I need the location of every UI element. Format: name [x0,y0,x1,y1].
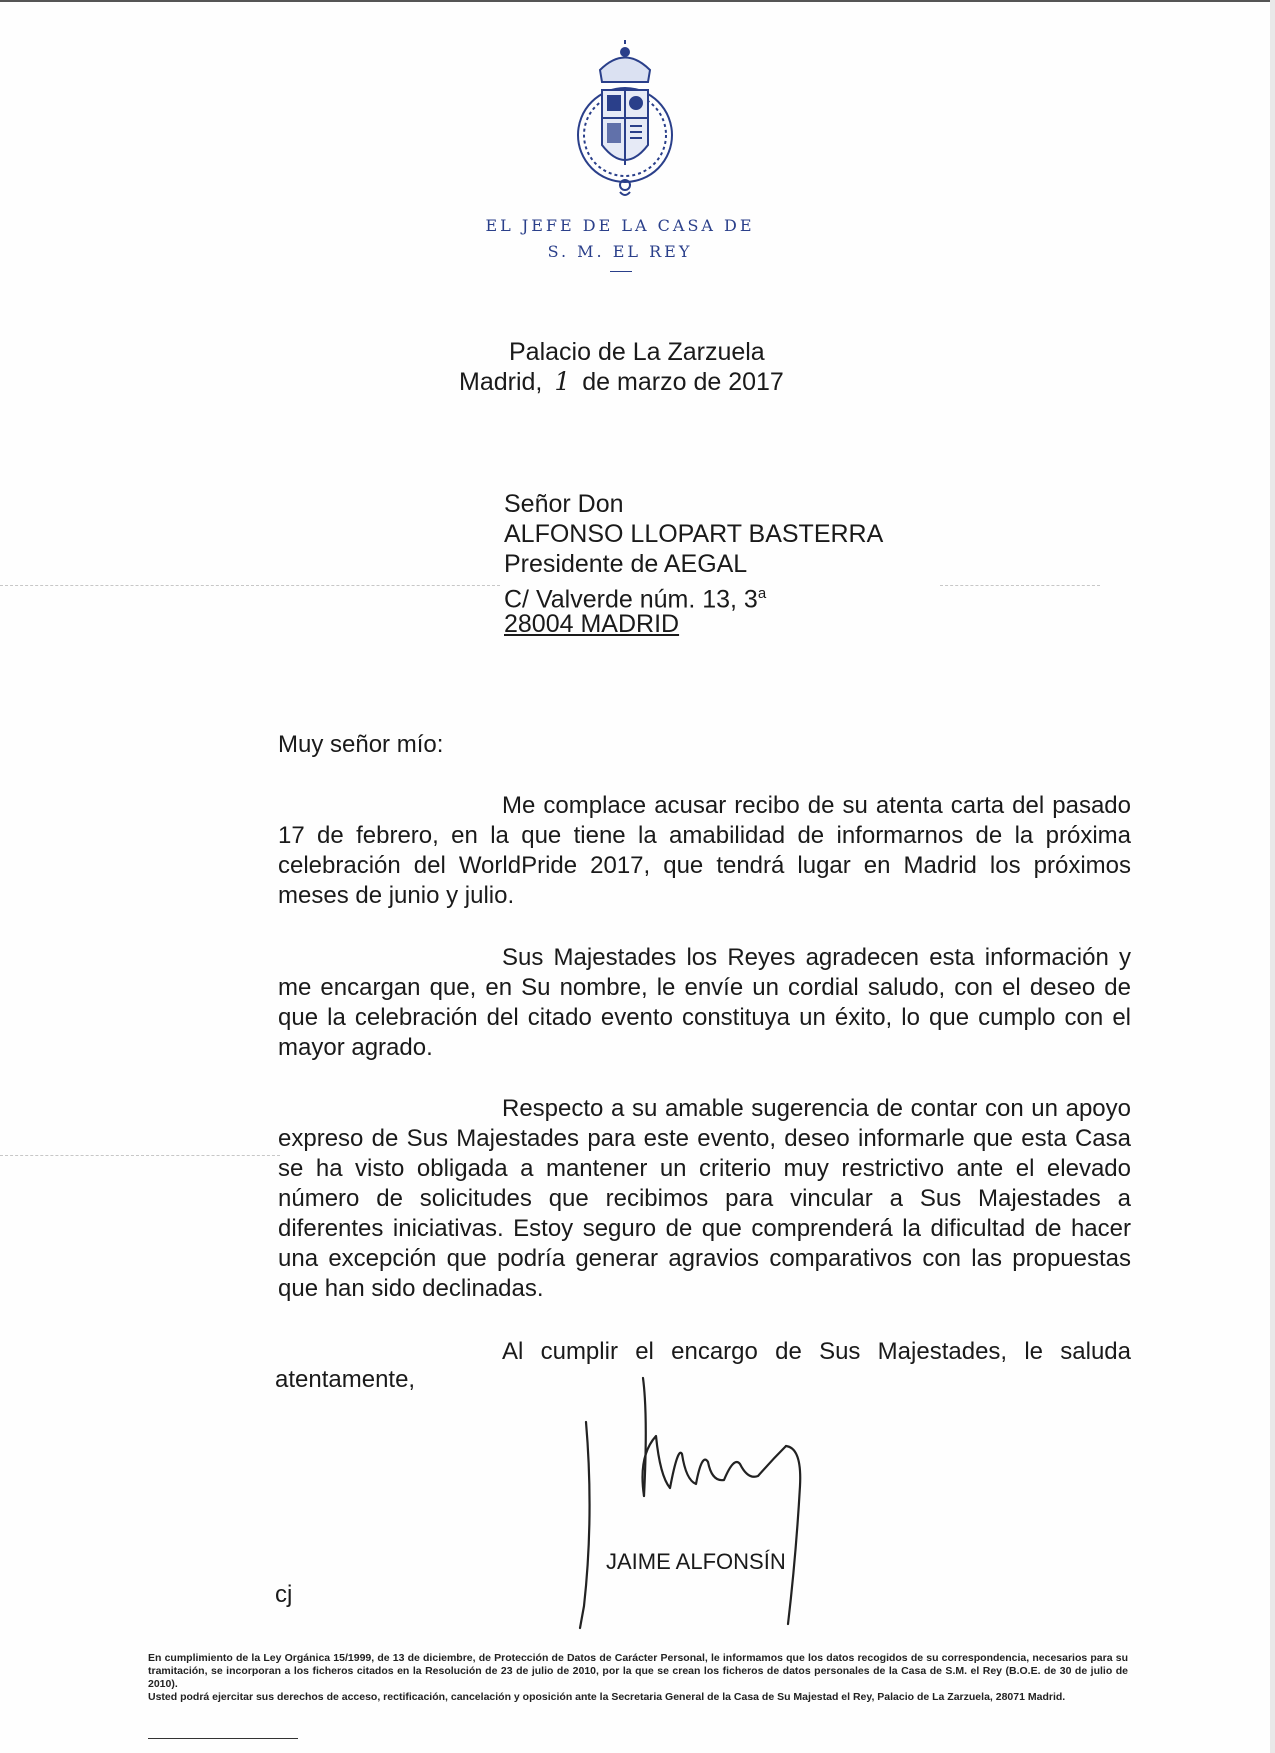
greeting: Muy señor mío: [278,731,444,758]
privacy-notice [148,1652,1128,1704]
recipient-street-suffix: a [757,585,767,602]
fold-line-right [940,585,1100,586]
date-line [459,367,784,397]
recipient-title: Señor Don [504,490,624,518]
scan-top-edge [0,0,1275,2]
recipient-position: Presidente de AEGAL [504,550,748,578]
date-city: Madrid, [459,368,543,396]
footer-rule [148,1738,298,1739]
letterhead-line-2: S. M. EL REY [547,242,693,261]
recipient-name: ALFONSO LLOPART BASTERRA [504,520,884,548]
place: Palacio de La Zarzuela [509,338,765,366]
body-paragraph-3: Respecto a su amable sugerencia de contar con un apoyo expreso de Sus Majestades para este evento, deseo informarle que esta Casa se ha visto obligada a mantener un criterio muy restrictivo ante el elevado número de solicitudes que recibimos para vincular a Sus Majestades a diferentes iniciativas. Estoy seguro de que comprenderá la dificultad de hacer una excepción que podría generar agravios comparativos con las propuestas que han sido declinadas. [278,1095,1131,1302]
letterhead-rule [610,271,632,272]
recipient-street-text: C/ Valverde núm. 13, 3 [504,585,758,614]
closing-line-1: Al cumplir el encargo de Sus Majestades, le saluda [502,1338,1131,1365]
letterhead-line-1: EL JEFE DE LA CASA DE [485,216,755,235]
scan-right-edge [1270,0,1275,1753]
handwritten-signature-icon [578,1376,878,1636]
recipient-postal: 28004 MADRID [504,610,680,638]
body-paragraph-1: Me complace acusar recibo de su atenta carta del pasado 17 de febrero, en la que tiene la amabilidad de informarnos de la próxima celebración del WorldPride 2017, que tendrá lugar en Madrid los próximos meses de junio y julio. [278,792,1131,909]
privacy-notice-paragraph-2: Usted podrá ejercitar sus derechos de acceso, rectificación, cancelación y oposición ante la Secretaria General de la Casa de Su Majestad el Rey, Palacio de La Zarzuela, 28071 Madrid. [148,1691,1066,1703]
signatory-name: JAIME ALFONSÍN [606,1549,786,1574]
privacy-notice-paragraph-1: En cumplimiento de la Ley Orgánica 15/1999, de 13 de diciembre, de Protección de Datos de Carácter Personal, le informamos que los datos recogidos de su correspondencia, necesarios para su tramitación, se incorporan a los ficheros citados en la Resolución de 23 de julio de 2010, por la que se crean los ficheros de datos personales de la Casa de S.M. el Rey (B.O.E. de 30 de julio de 2010). [148,1652,1128,1690]
initials: cj [275,1581,293,1608]
date-rest: de marzo de 2017 [582,368,784,396]
date-day: 1 [554,367,571,396]
body-paragraph-2: Sus Majestades los Reyes agradecen esta información y me encargan que, en Su nombre, le envíe un cordial saludo, con el deseo de que la celebración del citado evento constituya un éxito, lo que cumplo con el mayor agrado. [278,944,1131,1061]
fold-line-lower [0,1155,280,1156]
royal-coat-of-arms-icon [570,40,680,200]
closing-line-2: atentamente, [275,1366,416,1393]
fold-line-left [0,585,500,586]
